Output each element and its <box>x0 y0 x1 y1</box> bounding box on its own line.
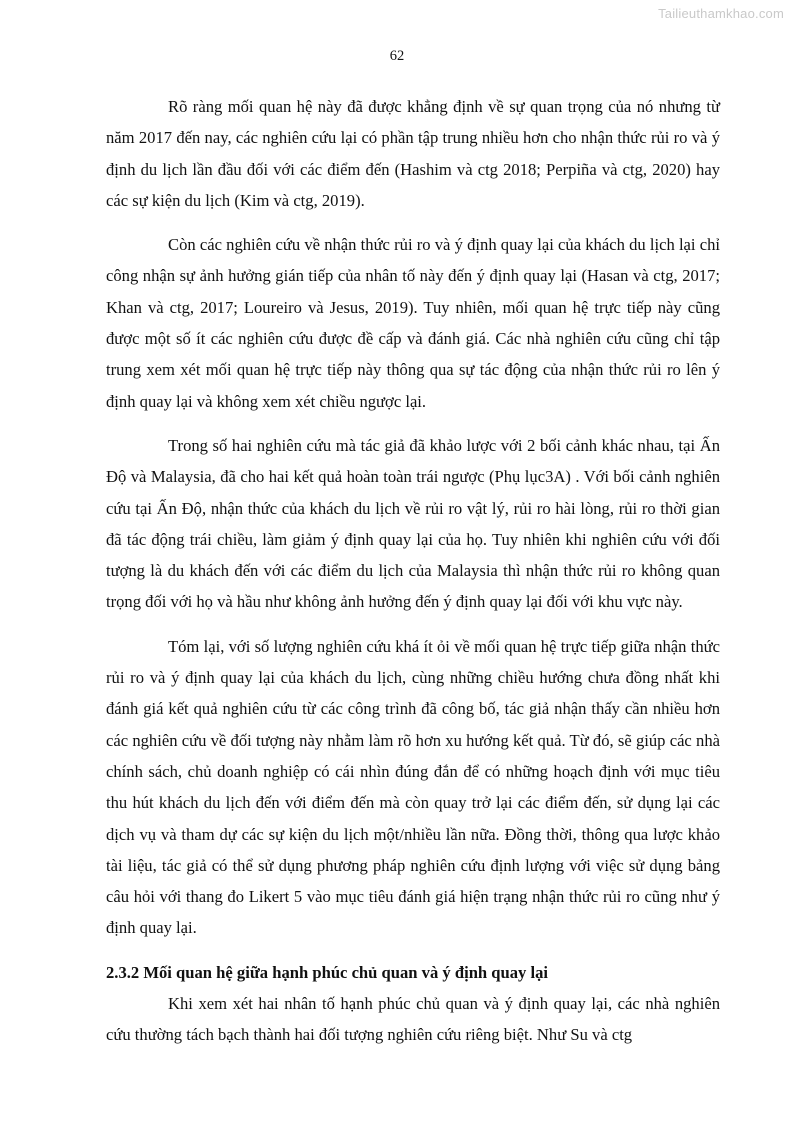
page-number: 62 <box>389 48 405 64</box>
paragraph-5: Khi xem xét hai nhân tố hạnh phúc chủ quan và ý định quay lại, các nhà nghiên cứu thường tách bạch thành hai đối tượng nghiên cứu riêng biệt. Như Su và ctg <box>106 993 720 1045</box>
paragraph-4: Tóm lại, với số lượng nghiên cứu khá ít ỏi về mối quan hệ trực tiếp giữa nhận thức rủi ro và ý định quay lại của khách du lịch, cùng những chiều hướng chưa đồng nhất khi đánh giá kết quả nghiên cứu từ các công trình đã công bố, tác giả nhận thấy cần nhiều hơn các nghiên cứu về đối tượng này nhằm làm rõ hơn xu hướng kết quả. Từ đó, sẽ giúp các nhà chính sách, chủ doanh nghiệp có cái nhìn đúng đắn để có những hoạch định với mục tiêu thu hút khách du lịch đến với điểm đến mà còn quay trở lại các điểm đến, sử dụng lại các dịch vụ và tham dự các sự kiện du lịch một/nhiều lần nữa. Đồng thời, thông qua lược khảo tài liệu, tác giả có thể sử dụng phương pháp nghiên cứu định lượng với việc sử dụng bảng câu hỏi với thang đo Likert 5 vào mục tiêu đánh giá hiện trạng nhận thức rủi ro cũng như ý định quay lại. <box>106 636 720 938</box>
paragraph-1: Rõ ràng mối quan hệ này đã được khẳng định về sự quan trọng của nó nhưng từ năm 2017 đến nay, các nghiên cứu lại có phần tập trung nhiều hơn cho nhận thức rủi ro và ý định du lịch lần đầu đối với các điểm đến (Hashim và ctg 2018; Perpiña và ctg, 2020) hay các sự kiện du lịch (Kim và ctg, 2019). <box>106 97 720 210</box>
paragraph-3: Trong số hai nghiên cứu mà tác giả đã khảo lược với 2 bối cảnh khác nhau, tại Ấn Độ và Malaysia, đã cho hai kết quả hoàn toàn trái ngược (Phụ lục3A) . Với bối cảnh nghiên cứu tại Ấn Độ, nhận thức của khách du lịch về rủi ro vật lý, rủi ro hài lòng, rủi ro thời gian đã tác động trái chiều, làm giảm ý định quay lại của họ. Tuy nhiên khi nghiên cứu với đối tượng là du khách đến với các điểm du lịch của Malaysia thì nhận thức rủi ro không quan trọng đối với họ và hầu như không ảnh hưởng đến ý định quay lại đối với khu vực này. <box>106 435 720 612</box>
section-heading: 2.3.2 Mối quan hệ giữa hạnh phúc chủ quan và ý định quay lại <box>106 962 549 982</box>
paragraph-2: Còn các nghiên cứu về nhận thức rủi ro và ý định quay lại của khách du lịch lại chỉ công nhận sự ảnh hưởng gián tiếp của nhân tố này đến ý định quay lại (Hasan và ctg, 2017; Khan và ctg, 2017; Loureiro và Jesus, 2019). Tuy nhiên, mối quan hệ trực tiếp này cũng được một số ít các nghiên cứu được đề cấp và đánh giá. Các nhà nghiên cứu cũng chỉ tập trung xem xét mối quan hệ trực tiếp này thông qua sự tác động của nhận thức rủi ro lên ý định quay lại và không xem xét chiều ngược lại. <box>106 235 720 411</box>
document-body <box>106 91 720 1063</box>
watermark: Tailieuthamkhao.com <box>658 6 784 21</box>
